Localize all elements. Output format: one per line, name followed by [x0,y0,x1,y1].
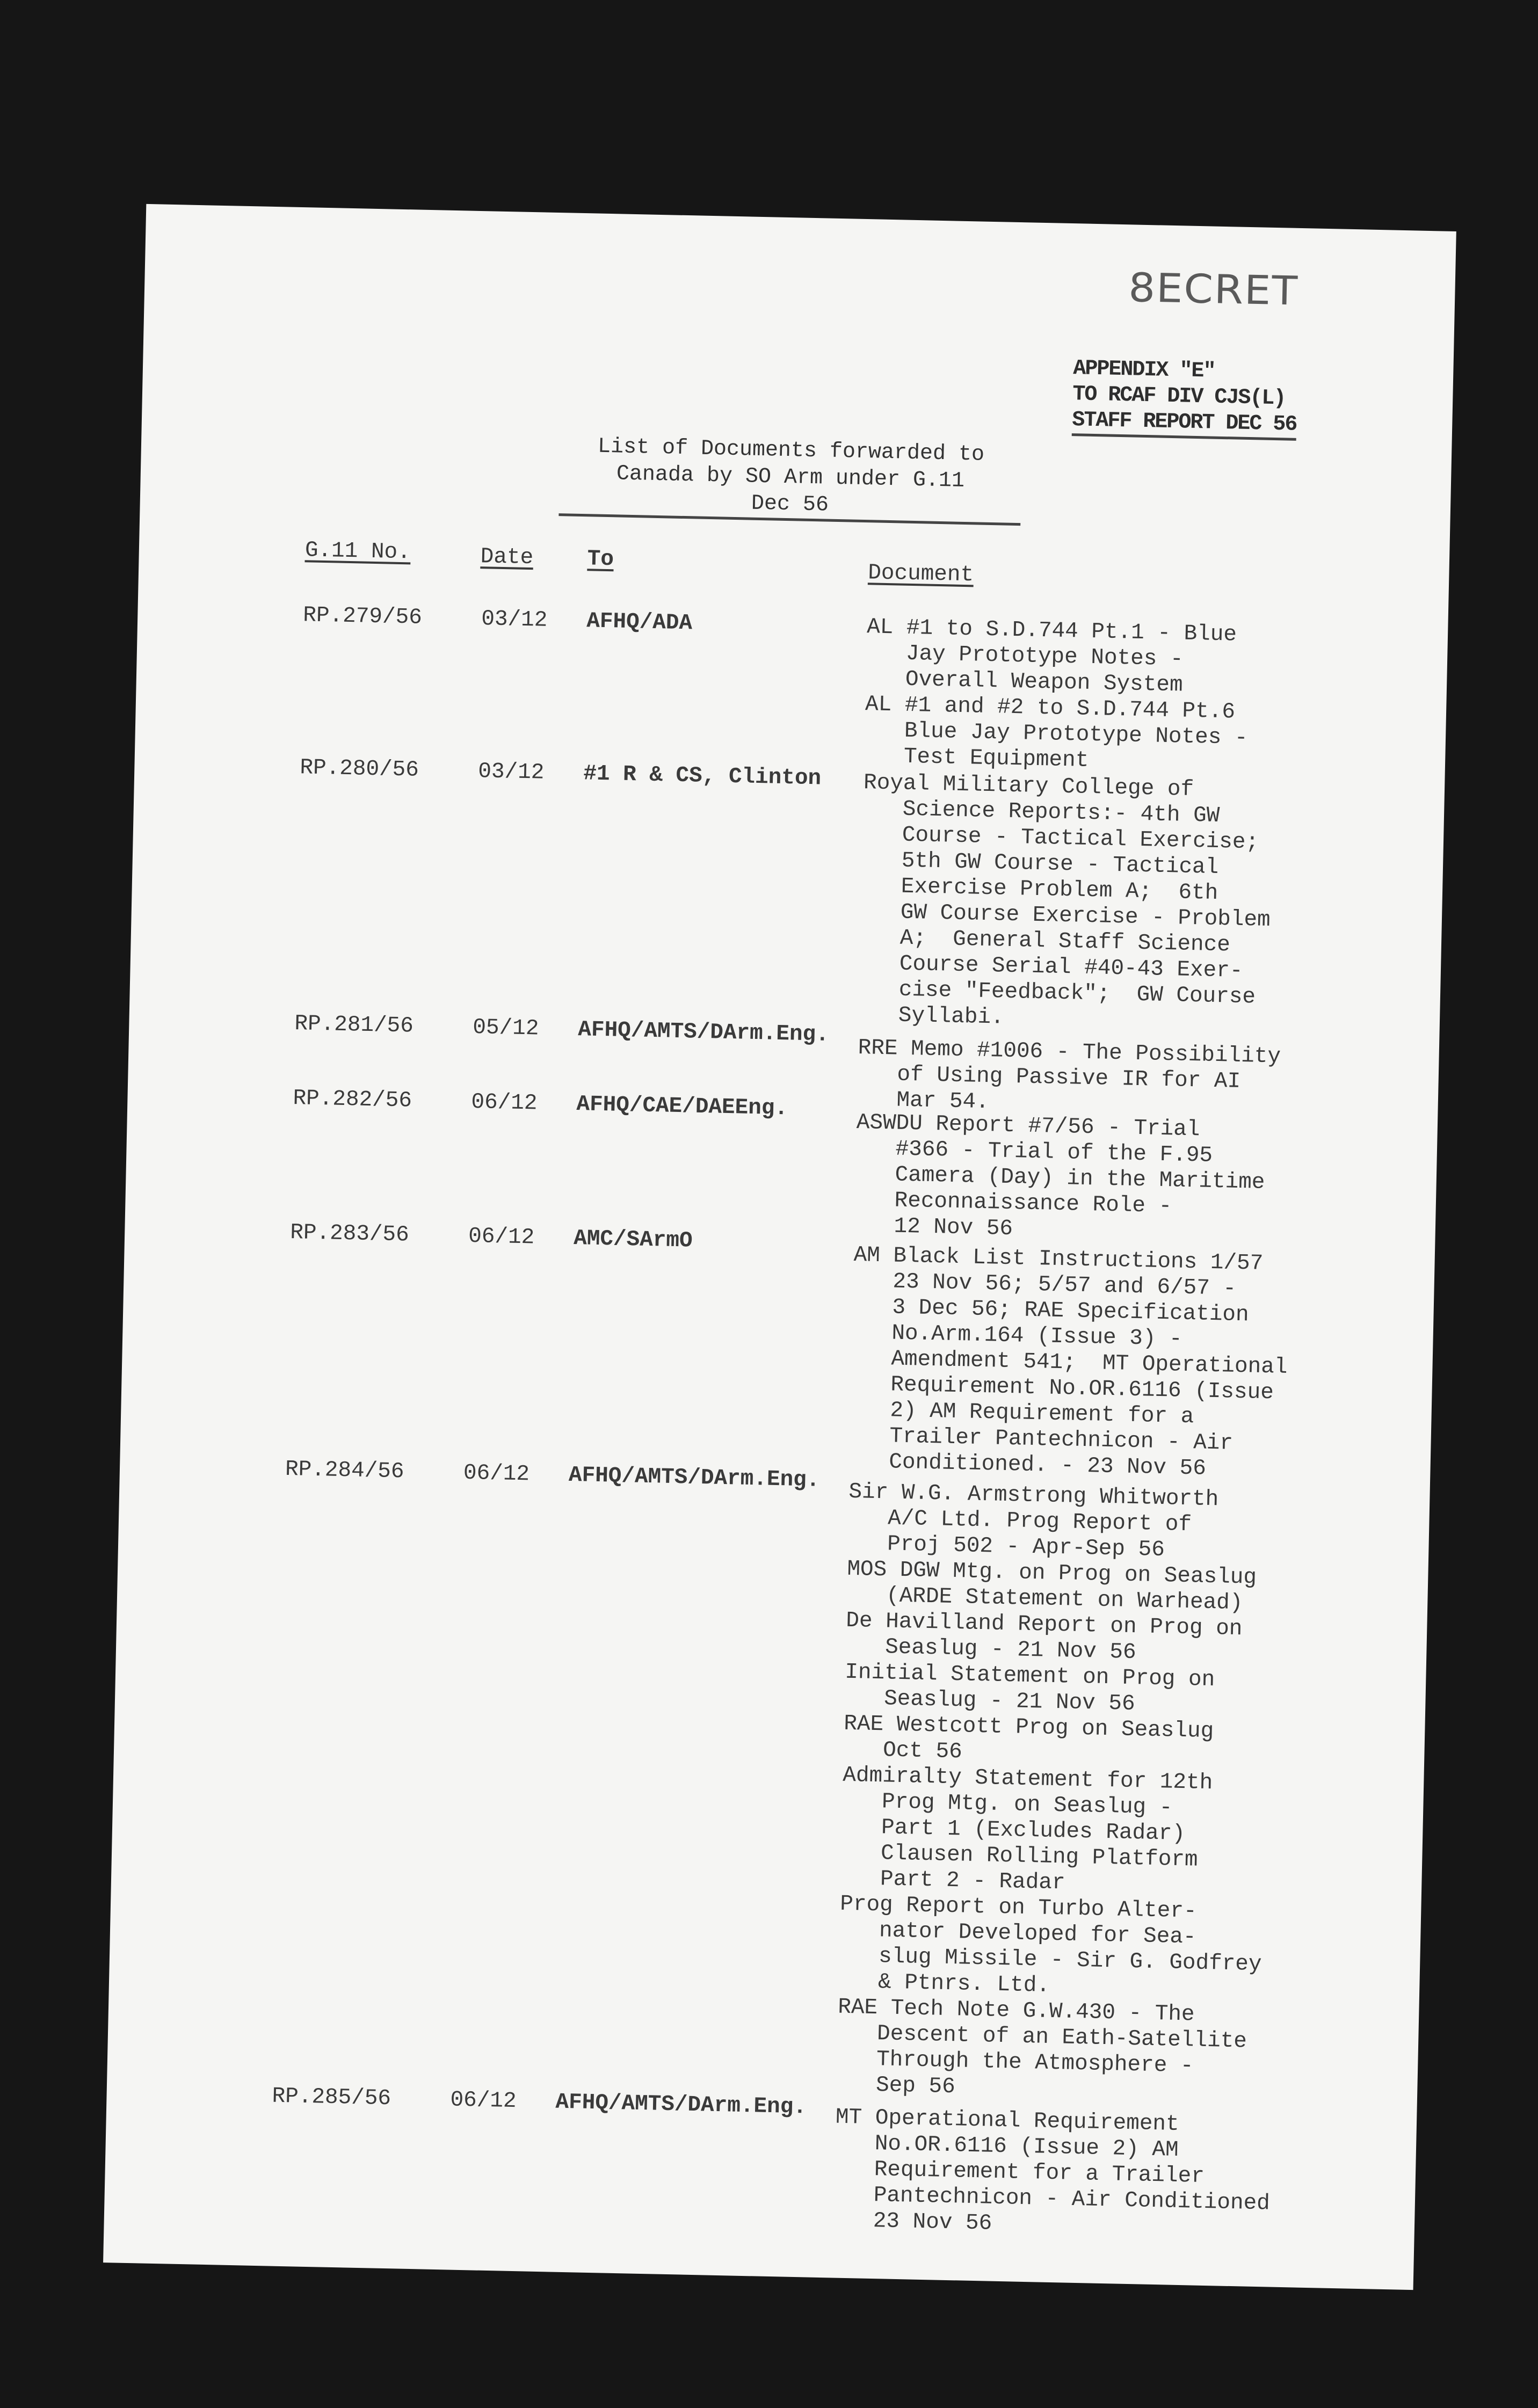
document-line: Blue Jay Prototype Notes - [904,718,1248,751]
document-cell [836,1479,1272,2106]
document-line: Pantechnicon - Air Conditioned [873,2183,1271,2216]
document-item [838,1892,1263,2003]
document-line: slug Missile - Sir G. Godfrey [878,1944,1262,1977]
document-line: RRE Memo #1006 - The Possibility [858,1036,1281,1070]
document-line: 3 Dec 56; RAE Specification [891,1295,1250,1328]
document-item [859,770,1274,1036]
date-cell: 06/12 [470,1089,538,1116]
document-item [866,614,1250,700]
document-line: Initial Statement on Prog on [844,1660,1215,1693]
document-line: GW Course Exercise - Problem [900,900,1271,933]
date-cell: 05/12 [472,1015,539,1042]
g11-number-cell: RP.285/56 [272,2084,391,2112]
document-line: Seaslug - 21 Nov 56 [883,1686,1136,1717]
date-cell: 03/12 [477,759,545,785]
document-line: Requirement for a Trailer [874,2157,1205,2189]
document-line: Prog Report on Turbo Alter- [839,1892,1197,1924]
g11-number-cell: RP.284/56 [285,1457,404,1485]
document-line: No.OR.6116 (Issue 2) AM [874,2131,1179,2163]
document-line: (ARDE Statement on Warhead) [886,1583,1243,1616]
document-line: A; General Staff Science [899,926,1231,958]
appendix-line: APPENDIX "E" [1072,357,1215,384]
document-line: RAE Tech Note G.W.430 - The [837,1995,1195,2027]
recipient-cell: AFHQ/ADA [586,609,693,636]
appendix-reference [1072,356,1298,441]
document-line: Sir W.G. Armstrong Whitworth [848,1479,1219,1512]
document-item [833,2105,1272,2243]
document-line: 2) AM Requirement for a [889,1398,1194,1430]
document-line: Descent of an Eath-Satellite [876,2021,1247,2054]
document-line: Part 1 (Excludes Radar) [881,1815,1186,1847]
document-line: Jay Prototype Notes - [905,641,1184,672]
document-line: & Ptnrs. Ltd. [877,1970,1050,1998]
document-item [847,1479,1272,1565]
document-item [845,1608,1269,1668]
document-line: Requirement No.OR.6116 (Issue [890,1372,1274,1406]
document-line: 12 Nov 56 [894,1214,1013,1242]
header-g11-no: G.11 No. [304,538,411,565]
title-line: Dec 56 [558,486,1021,526]
date-cell: 06/12 [468,1224,535,1250]
document-cell [849,1242,1290,1483]
g11-number-cell: RP.279/56 [302,603,423,630]
date-cell: 06/12 [450,2087,517,2114]
document-line: 23 Nov 56; 5/57 and 6/57 - [892,1269,1237,1301]
document-line: Reconnaissance Role - [894,1188,1172,1219]
g11-number-cell: RP.280/56 [299,755,419,783]
document-item [854,1110,1266,1247]
recipient-cell: #1 R & CS, Clinton [583,761,822,791]
g11-number-cell: RP.281/56 [294,1012,414,1039]
appendix-line: TO RCAF DIV CJS(L) [1072,382,1286,411]
title-line: Canada by SO Arm under G.11 [616,462,965,493]
document-cell [859,770,1274,1036]
document-line: Proj 502 - Apr-Sep 56 [887,1532,1165,1563]
appendix-line: STAFF REPORT DEC 56 [1072,408,1297,441]
document-item [843,1711,1267,1771]
document-title [569,433,1011,526]
document-line: Prog Mtg. on Seaslug - [881,1789,1173,1821]
document-cell [864,614,1250,777]
document-line: Part 2 - Radar [880,1867,1065,1896]
document-line: A/C Ltd. Prog Report of [887,1506,1192,1538]
recipient-cell: AMC/SArmO [573,1226,693,1254]
recipient-cell: AFHQ/CAE/DAEEng. [576,1092,788,1122]
document-line: RAE Westcott Prog on Seaslug [843,1711,1214,1744]
document-line: #366 - Trial of the F.95 [895,1137,1213,1168]
document-line: 5th GW Course - Tactical [901,848,1219,880]
secret-stamp: 8ECRET [1128,265,1299,315]
recipient-cell: AFHQ/AMTS/DArm.Eng. [568,1463,820,1493]
recipient-cell: AFHQ/AMTS/DArm.Eng. [555,2090,807,2120]
document-line: nator Developed for Sea- [879,1918,1196,1950]
header-to: To [587,547,614,572]
document-line: Mar 54. [896,1088,990,1115]
document-line: cise "Feedback"; GW Course [898,977,1256,1010]
document-line: Sep 56 [875,2073,956,2100]
document-item [849,1242,1290,1483]
document-cell [854,1110,1266,1247]
document-line: AL #1 and #2 to S.D.744 Pt.6 [865,692,1236,725]
document-item [857,1035,1281,1121]
document-line: MOS DGW Mtg. on Prog on Seaslug [846,1556,1257,1590]
document-item [840,1763,1266,1900]
document-line: Syllabi. [898,1003,1005,1030]
document-item [844,1660,1268,1720]
document-line: 23 Nov 56 [873,2209,992,2236]
document-line: AL #1 to S.D.744 Pt.1 - Blue [866,615,1237,648]
document-item [846,1556,1270,1617]
document-line: Seaslug - 21 Nov 56 [884,1635,1137,1665]
document-line: Royal Military College of [863,770,1194,802]
document-line: AM Black List Instructions 1/57 [853,1242,1264,1276]
document-cell [833,2105,1272,2243]
document-line: Science Reports:- 4th GW [902,797,1220,829]
recipient-cell: AFHQ/AMTS/DArm.Eng. [577,1017,830,1047]
document-line: MT Operational Requirement [835,2105,1180,2137]
g11-number-cell: RP.282/56 [293,1086,412,1114]
document-line: Amendment 541; MT Operational [890,1347,1288,1380]
document-page [103,204,1456,2290]
document-line: No.Arm.164 (Issue 3) - [891,1321,1183,1352]
header-document: Document [867,561,974,588]
document-line: Course - Tactical Exercise; [902,823,1259,855]
document-line: Course Serial #40-43 Exer- [899,951,1243,984]
document-cell [857,1035,1281,1121]
document-line: Trailer Pantechnicon - Air [889,1424,1234,1456]
document-line: Conditioned. - 23 Nov 56 [888,1450,1207,1481]
document-line: of Using Passive IR for AI [897,1062,1241,1094]
document-line: Admiralty Statement for 12th [842,1763,1213,1796]
document-item [864,692,1249,777]
document-line: Exercise Problem A; 6th [901,874,1218,906]
document-line: Oct 56 [882,1738,963,1765]
document-line: Camera (Day) in the Maritime [895,1162,1265,1195]
document-line: Through the Atmosphere - [876,2047,1194,2079]
g11-number-cell: RP.283/56 [289,1220,410,1248]
document-line: Test Equipment [903,744,1089,773]
document-line: ASWDU Report #7/56 - Trial [856,1110,1200,1143]
date-cell: 03/12 [481,607,548,633]
document-line: Overall Weapon System [905,667,1183,698]
document-line: De Havilland Report on Prog on [845,1608,1243,1642]
document-line: Clausen Rolling Platform [880,1841,1198,1873]
date-cell: 06/12 [463,1460,530,1487]
title-line: List of Documents forwarded to [597,434,985,467]
header-date: Date [480,544,534,571]
document-item [836,1995,1261,2106]
